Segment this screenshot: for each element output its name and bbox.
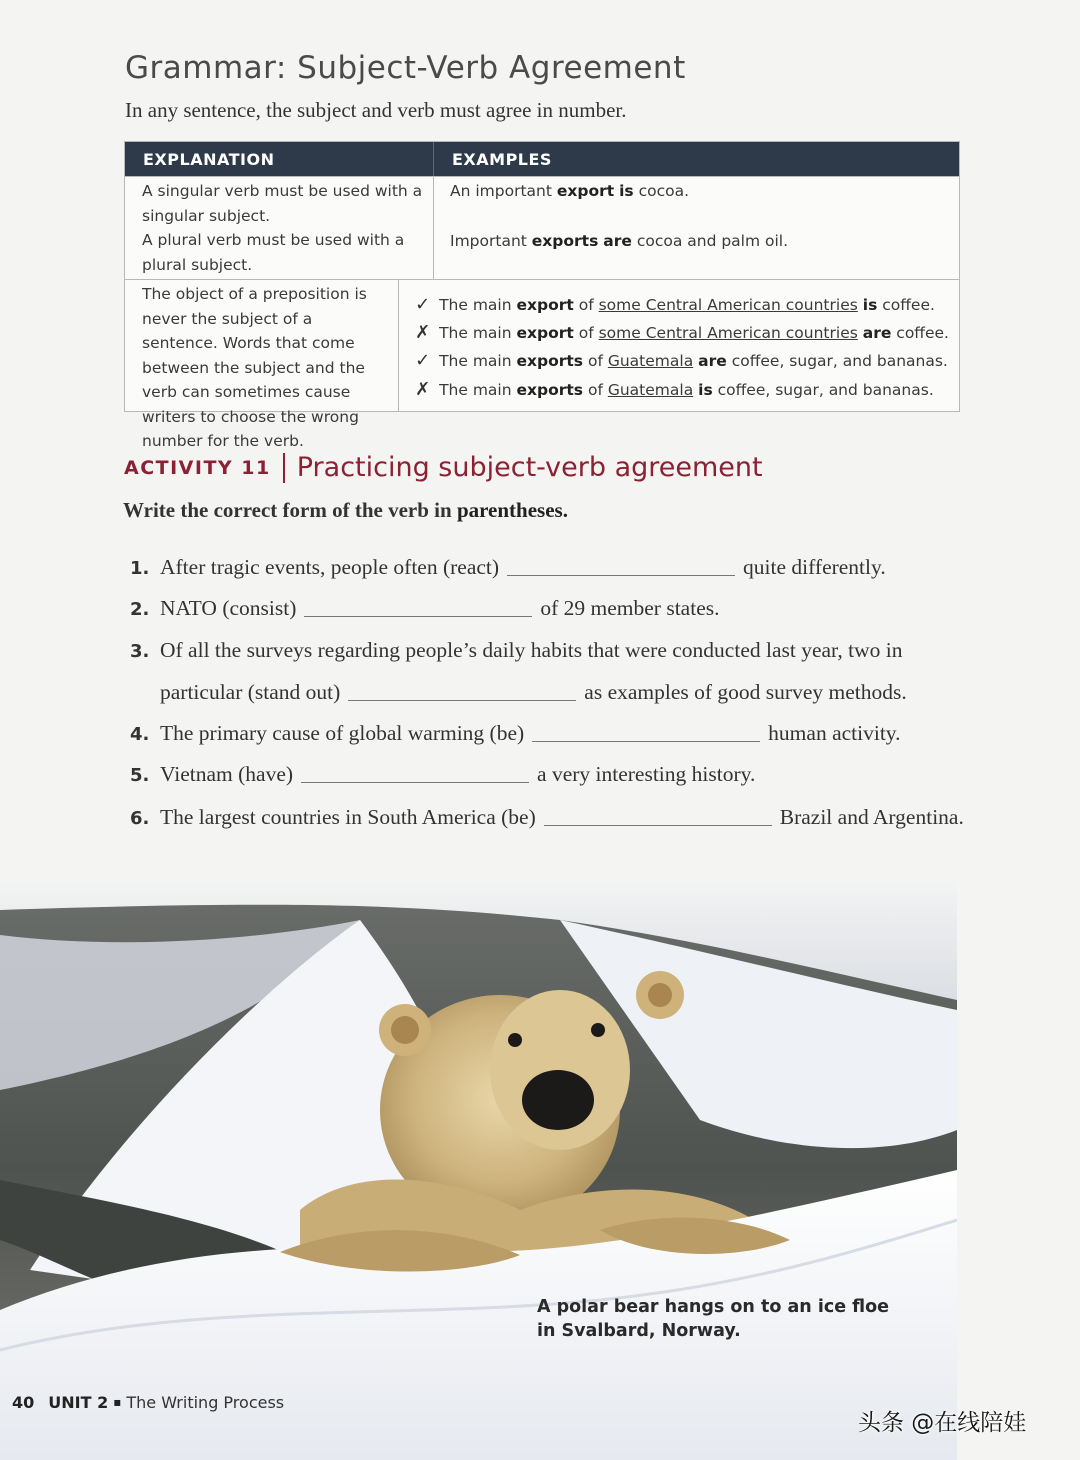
explanation-cell: The object of a preposition is never the subject of a sentence. Words that come between the subject and the verb can sometimes cause writers to choose the wrong number for the verb.	[125, 280, 399, 411]
answer-blank[interactable]	[348, 700, 576, 701]
example-wrong-2: ✗ The main exports of Guatemala is coffee, sugar, and bananas.	[415, 376, 949, 404]
example-wrong-1: ✗ The main export of some Central American countries are coffee.	[415, 319, 949, 347]
photo-caption: A polar bear hangs on to an ice floe in Svalbard, Norway.	[537, 1297, 890, 1341]
explanation-singular: A singular verb must be used with a singular subject.	[142, 182, 423, 225]
question-3: 3. Of all the surveys regarding people’s daily habits that were conducted last year, two in	[130, 638, 903, 662]
example-singular: An important export is cocoa.	[450, 182, 690, 200]
table-header	[125, 142, 959, 176]
grammar-table	[124, 141, 960, 450]
activity-label: ACTIVITY 11	[124, 456, 271, 479]
question-5: 5. Vietnam (have) a very interesting history.	[130, 762, 756, 786]
watermark: 头条 @在线陪娃	[858, 1410, 1027, 1436]
cross-icon: ✗	[415, 378, 431, 400]
table-row	[125, 279, 959, 450]
grammar-title: Grammar: Subject-Verb Agreement	[125, 50, 686, 86]
unit-label: UNIT 2	[48, 1393, 109, 1412]
page-footer	[12, 1393, 284, 1412]
activity-instruction: Write the correct form of the verb in parentheses.	[123, 498, 568, 522]
answer-blank[interactable]	[532, 741, 760, 742]
header-examples: EXAMPLES	[452, 150, 552, 169]
question-6: 6. The largest countries in South America (be) Brazil and Argentina.	[130, 805, 964, 829]
answer-blank[interactable]	[304, 616, 532, 617]
activity-heading	[124, 452, 763, 483]
examples-cell	[399, 280, 959, 411]
header-explanation: EXPLANATION	[125, 142, 434, 176]
polar-bear-photo	[0, 880, 957, 1460]
examples-cell	[434, 177, 959, 279]
grammar-subtitle: In any sentence, the subject and verb must agree in number.	[125, 98, 627, 122]
page-number: 40	[12, 1393, 35, 1412]
question-4: 4. The primary cause of global warming (be) human activity.	[130, 721, 901, 745]
photo-illustration	[0, 880, 957, 1460]
example-plural: Important exports are cocoa and palm oil.	[450, 231, 789, 250]
section-title: The Writing Process	[126, 1393, 285, 1412]
question-2: 2. NATO (consist) of 29 member states.	[130, 596, 720, 620]
answer-blank[interactable]	[507, 575, 735, 576]
answer-blank[interactable]	[301, 782, 529, 783]
check-icon: ✓	[415, 294, 431, 315]
heading-divider	[283, 453, 285, 483]
example-correct-2: ✓ The main exports of Guatemala are coffee, sugar, and bananas.	[415, 347, 949, 375]
explanation-plural: A plural verb must be used with a plural subject.	[142, 231, 405, 274]
table-row	[125, 176, 959, 279]
explanation-cell	[125, 177, 434, 279]
activity-title: Practicing subject-verb agreement	[296, 452, 763, 483]
square-bullet-icon: ▪	[113, 1395, 122, 1409]
answer-blank[interactable]	[544, 825, 772, 826]
cross-icon: ✗	[415, 322, 431, 344]
example-correct-1: ✓ The main export of some Central American countries is coffee.	[415, 291, 949, 319]
check-icon: ✓	[415, 350, 431, 372]
question-1: 1. After tragic events, people often (react) quite differently.	[130, 555, 886, 579]
question-3-continued: particular (stand out) as examples of good survey methods.	[160, 680, 907, 704]
